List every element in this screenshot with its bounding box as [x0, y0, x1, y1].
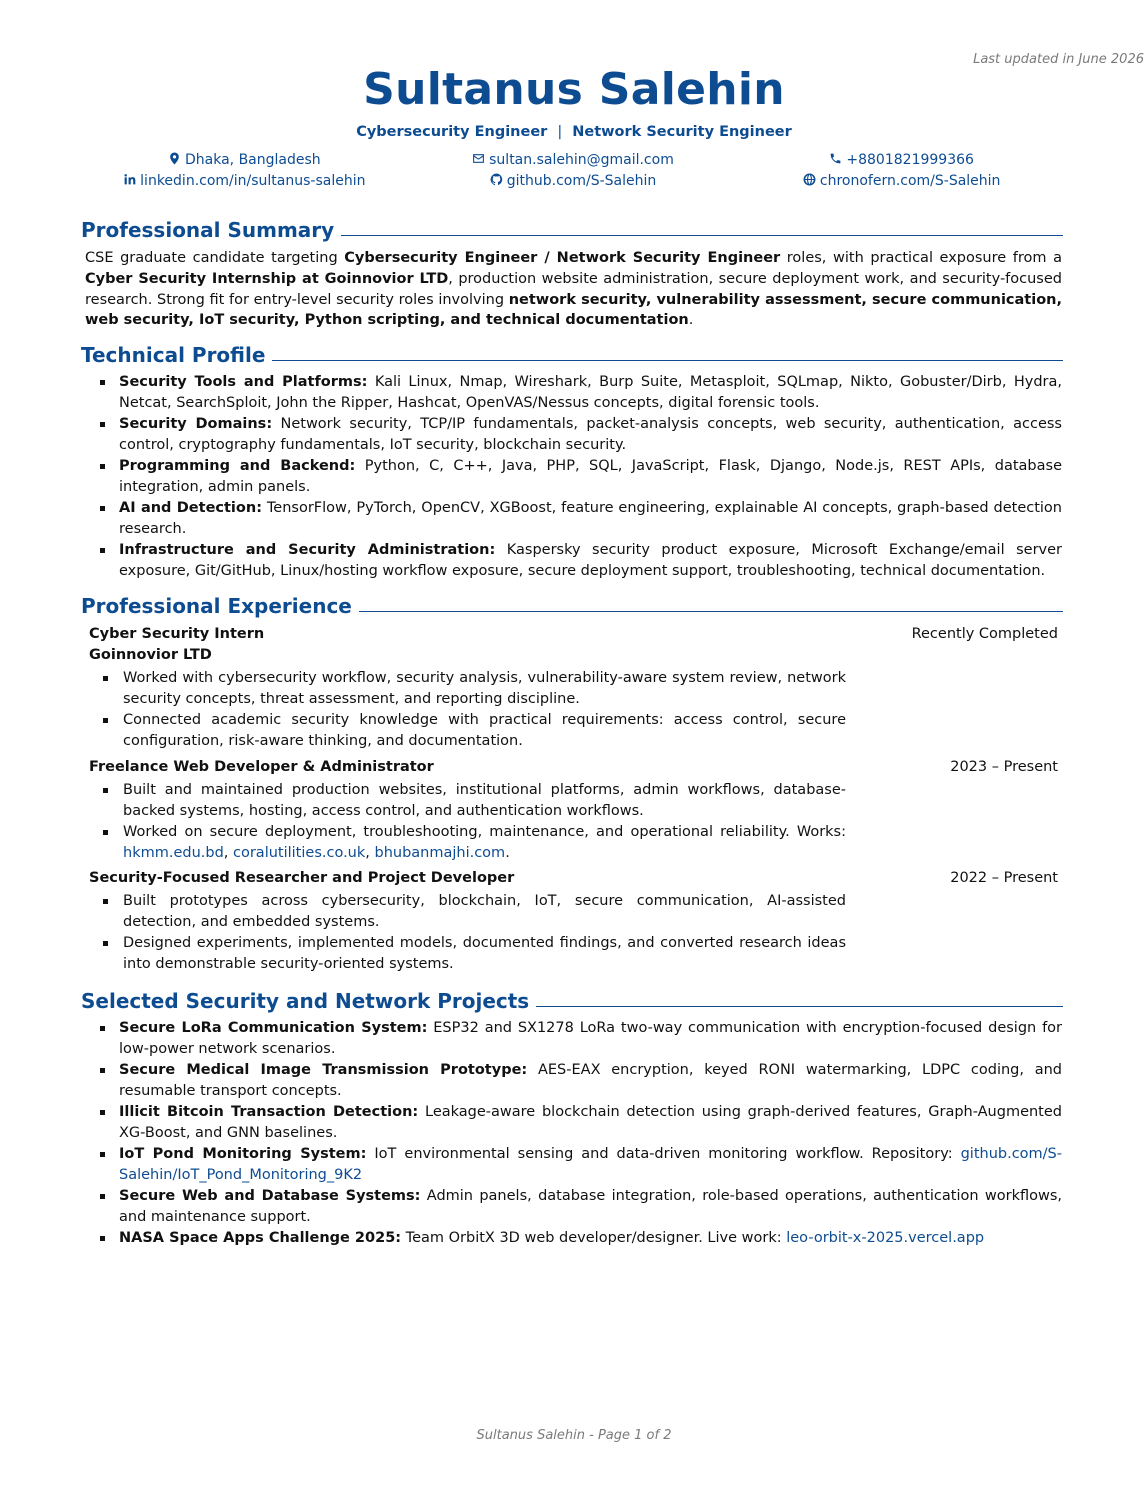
section-heading-text: Technical Profile — [81, 343, 266, 367]
last-updated-note: Last updated in June 2026 — [973, 52, 1144, 67]
item-label: Security Tools and Platforms: — [119, 374, 368, 390]
list-item — [85, 498, 1062, 540]
summary-text: roles, with practical exposure from a — [780, 250, 1062, 266]
job-date: 2022 – Present — [950, 870, 1058, 886]
list-item — [85, 456, 1062, 498]
item-label: Programming and Backend: — [119, 458, 356, 475]
projects-list — [85, 1018, 1062, 1250]
item-text: Worked on secure deployment, troubleshooting, maintenance, and operational reliability. Works: — [123, 824, 846, 841]
github-link[interactable]: github.com/S-Salehin — [506, 173, 657, 189]
list-item — [89, 822, 846, 864]
link-end: . — [505, 844, 510, 861]
list-item — [85, 540, 1062, 582]
email-link[interactable]: sultan.salehin@gmail.com — [489, 152, 674, 168]
map-pin-icon — [168, 152, 181, 165]
item-text: IoT environmental sensing and data-driven monitoring workflow. Repository: — [366, 1146, 961, 1163]
technical-list — [85, 372, 1062, 582]
job-role: Security-Focused Researcher and Project Developer — [89, 870, 515, 886]
summary-paragraph — [85, 248, 1062, 331]
contact-phone[interactable] — [737, 151, 1066, 170]
item-label: Secure Web and Database Systems: — [119, 1188, 421, 1205]
job-title-primary: Cybersecurity Engineer — [356, 124, 548, 140]
item-text: Network security, TCP/IP fundamentals, packet-analysis concepts, web security, authentication, access control, cryptography fundamentals, IoT security, blockchain security. — [119, 416, 1062, 453]
section-heading-projects — [81, 989, 1063, 1013]
item-text: Kali Linux, Nmap, Wireshark, Burp Suite, Metasploit, SQLmap, Nikto, Gobuster/Dirb, Hydra, Netcat, SearchSploit, John the Ripper, Hashcat, OpenVAS/Nessus concepts, digital forensic tools. — [119, 374, 1062, 411]
repository-link[interactable]: github.com/S-Salehin/IoT_Pond_Monitoring_9K2 — [119, 1146, 1062, 1184]
summary-text: . — [688, 312, 694, 329]
title-separator: | — [557, 124, 563, 140]
job-bullets — [89, 780, 846, 864]
item-text: ESP32 and SX1278 LoRa two-way communication with encryption-focused design for low-power network scenarios. — [119, 1020, 1063, 1057]
job-bullets — [89, 891, 846, 975]
works-link-coralutilities[interactable]: coralutilities.co.uk — [233, 844, 366, 861]
contact-linkedin[interactable] — [80, 172, 409, 191]
item-label: NASA Space Apps Challenge 2025: — [119, 1230, 402, 1247]
linkedin-icon — [123, 173, 136, 186]
location-text: Dhaka, Bangladesh — [185, 152, 321, 168]
list-item — [85, 1144, 1062, 1186]
contact-location — [80, 151, 409, 170]
summary-bold: Cybersecurity Engineer / Network Security Engineer — [344, 250, 781, 266]
section-rule — [272, 360, 1063, 362]
item-text: Admin panels, database integration, role-based operations, authentication workflows, and maintenance support. — [119, 1188, 1062, 1226]
section-heading-experience — [81, 594, 1063, 618]
phone-link[interactable]: +8801821999366 — [846, 152, 974, 168]
link-separator: , — [223, 844, 233, 861]
github-icon — [490, 173, 503, 186]
page-title: Sultanus Salehin — [363, 64, 785, 115]
summary-text: CSE graduate candidate targeting — [85, 250, 345, 266]
list-item — [85, 1228, 1062, 1249]
live-work-link[interactable]: leo-orbit-x-2025.vercel.app — [786, 1230, 985, 1247]
job-entry — [89, 868, 1058, 975]
section-heading-text: Selected Security and Network Projects — [81, 989, 530, 1013]
item-label: AI and Detection: — [119, 500, 262, 517]
section-rule — [341, 235, 1063, 237]
job-titles — [0, 124, 1148, 140]
list-item — [85, 1102, 1062, 1144]
list-item — [85, 1060, 1062, 1102]
item-label: Secure LoRa Communication System: — [119, 1020, 428, 1036]
website-link[interactable]: chronofern.com/S-Salehin — [819, 173, 1001, 189]
section-heading-text: Professional Experience — [81, 594, 352, 618]
page-footer: Sultanus Salehin - Page 1 of 2 — [476, 1428, 672, 1443]
works-link-bhubanmajhi[interactable]: bhubanmajhi.com — [374, 844, 506, 861]
item-text: Kaspersky security product exposure, Microsoft Exchange/email server exposure, Git/GitHub, Linux/hosting workflow exposure, secure deployment support, troubleshooting, technical documentation. — [119, 542, 1062, 580]
list-item — [85, 1018, 1062, 1060]
item-text: TensorFlow, PyTorch, OpenCV, XGBoost, feature engineering, explainable AI concepts, graph-based detection research. — [119, 500, 1062, 538]
job-role: Cyber Security Intern — [89, 626, 265, 642]
item-label: Illicit Bitcoin Transaction Detection: — [119, 1104, 419, 1121]
item-text: AES-EAX encryption, keyed RONI watermarking, LDPC coding, and resumable transport concepts. — [119, 1062, 1062, 1099]
list-item: Built and maintained production websites, institutional platforms, admin workflows, database-backed systems, hosting, access control, and authentication workflows. — [89, 780, 846, 822]
section-heading-text: Professional Summary — [81, 218, 335, 242]
list-item: Connected academic security knowledge with practical requirements: access control, secure configuration, risk-aware thinking, and documentation. — [89, 710, 846, 752]
list-item: Built prototypes across cybersecurity, blockchain, IoT, secure communication, AI-assisted detection, and embedded systems. — [89, 891, 846, 933]
linkedin-link[interactable]: linkedin.com/in/sultanus-salehin — [140, 173, 366, 189]
contact-info — [80, 151, 1066, 191]
phone-icon — [829, 152, 842, 165]
contact-email[interactable] — [409, 151, 738, 170]
item-text: Leakage-aware blockchain detection using graph-derived features, Graph-Augmented XG-Boost, and GNN baselines. — [119, 1104, 1062, 1141]
section-rule — [536, 1006, 1063, 1008]
list-item — [85, 414, 1062, 456]
item-text: Python, C, C++, Java, PHP, SQL, JavaScript, Flask, Django, Node.js, REST APIs, database integration, admin panels. — [119, 458, 1062, 495]
job-date: 2023 – Present — [950, 759, 1058, 775]
section-heading-technical — [81, 343, 1063, 367]
job-company: Goinnovior LTD — [89, 647, 212, 663]
works-link-hkmm[interactable]: hkmm.edu.bd — [123, 844, 224, 861]
contact-github[interactable] — [409, 172, 738, 191]
summary-bold: Cyber Security Internship at Goinnovior LTD — [85, 270, 449, 287]
summary-bold: network security, vulnerability assessment, secure communication, web security, IoT security, Python scripting, and technical documentation — [85, 291, 1062, 329]
globe-icon — [803, 173, 816, 186]
list-item — [85, 1186, 1062, 1228]
item-label: Infrastructure and Security Administration: — [119, 542, 496, 559]
list-item — [85, 372, 1062, 414]
section-heading-summary — [81, 218, 1063, 242]
job-entry — [89, 624, 1058, 752]
section-rule — [359, 611, 1063, 613]
list-item: Designed experiments, implemented models, documented findings, and converted research ideas into demonstrable security-oriented systems. — [89, 933, 846, 975]
item-label: IoT Pond Monitoring System: — [119, 1146, 367, 1163]
envelope-icon — [472, 152, 485, 165]
job-role: Freelance Web Developer & Administrator — [89, 759, 434, 775]
list-item: Worked with cybersecurity workflow, security analysis, vulnerability-aware system review, network security concepts, threat assessment, and reporting discipline. — [89, 668, 846, 710]
item-label: Security Domains: — [119, 416, 273, 433]
summary-text: , production website administration, secure deployment work, and security-focused research. Strong fit for entry-level security roles involving — [85, 270, 1062, 308]
job-date: Recently Completed — [911, 626, 1058, 642]
contact-website[interactable] — [737, 172, 1066, 191]
job-title-secondary: Network Security Engineer — [572, 124, 792, 140]
item-text: Team OrbitX 3D web developer/designer. Live work: — [401, 1230, 787, 1247]
item-label: Secure Medical Image Transmission Prototype: — [119, 1062, 528, 1079]
link-separator: , — [365, 844, 375, 861]
job-entry — [89, 757, 1058, 864]
job-bullets — [89, 668, 846, 752]
